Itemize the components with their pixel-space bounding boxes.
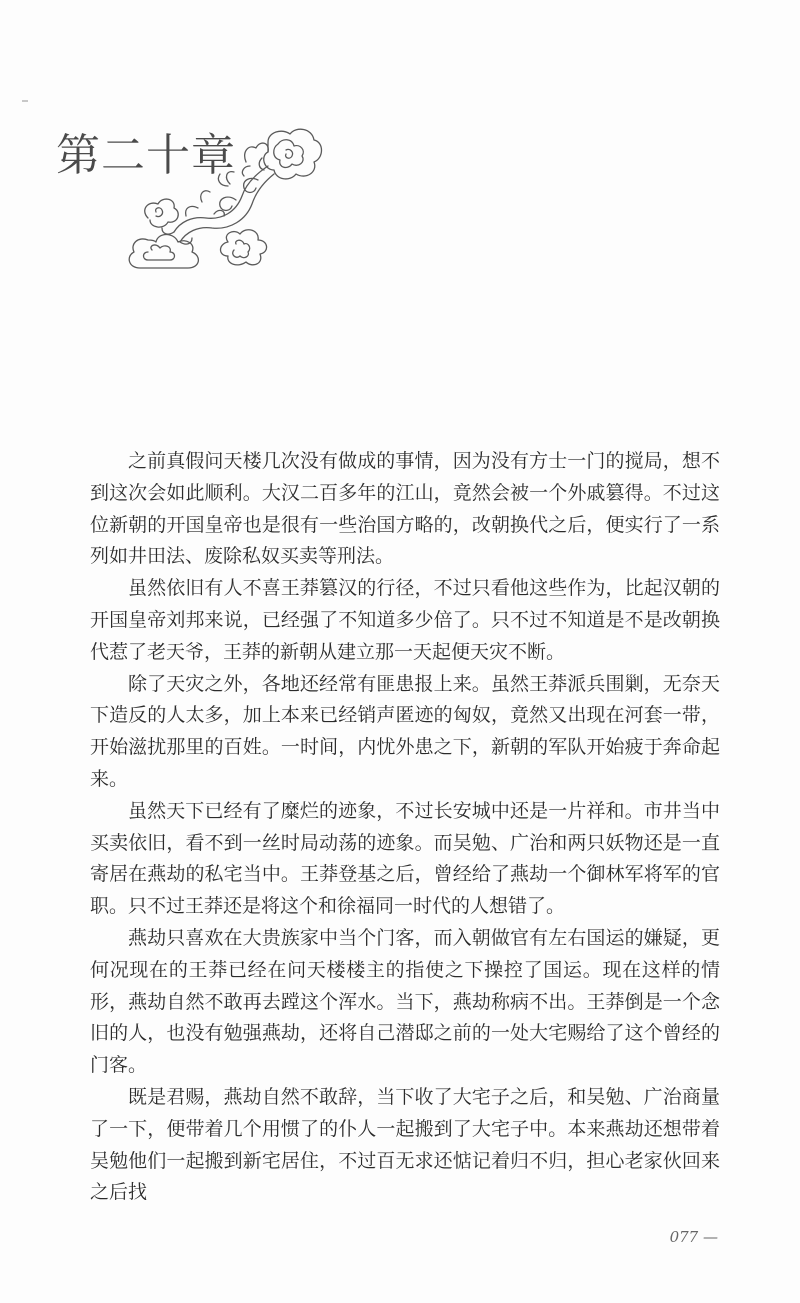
chapter-body [90,446,720,1209]
scan-mark [22,100,28,102]
page-number: 077 — [669,1228,718,1246]
chapter-title: 第二十章 [56,130,236,181]
paragraph: 既是君赐，燕劫自然不敢辞，当下收了大宅子之后，和吴勉、广治商量了一下，便带着几个用惯了的仆人一起搬到了大宅子中。本来燕劫还想带着吴勉他们一起搬到新宅居住，不过百无求还惦记着归不归，担心老家伙回来之后找 [90,1085,720,1204]
cloud-dragon-ornament-icon [118,122,324,272]
paragraph: 燕劫只喜欢在大贵族家中当个门客，而入朝做官有左右国运的嫌疑，更何况现在的王莽已经在问天楼楼主的指使之下操控了国运。现在这样的情形，燕劫自然不敢再去蹚这个浑水。当下，燕劫称病不出。王莽倒是一个念旧的人，也没有勉强燕劫，还将自己潜邸之前的一处大宅赐给了这个曾经的门客。 [90,926,720,1077]
paragraph: 虽然依旧有人不喜王莽篡汉的行径，不过只看他这些作为，比起汉朝的开国皇帝刘邦来说，已经强了不知道多少倍了。只不过不知道是不是改朝换代惹了老天爷，王莽的新朝从建立那一天起便天灾不断。 [90,577,720,663]
paragraph: 虽然天下已经有了糜烂的迹象，不过长安城中还是一片祥和。市井当中买卖依旧，看不到一丝时局动荡的迹象。而吴勉、广治和两只妖物还是一直寄居在燕劫的私宅当中。王莽登基之后，曾经给了燕劫一个御林军将军的官职。只不过王莽还是将这个和徐福同一时代的人想错了。 [90,799,720,918]
paragraph: 之前真假问天楼几次没有做成的事情，因为没有方士一门的搅局，想不到这次会如此顺利。大汉二百多年的江山，竟然会被一个外戚篡得。不过这位新朝的开国皇帝也是很有一些治国方略的，改朝换代之后，便实行了一系列如井田法、废除私奴买卖等刑法。 [90,450,720,568]
paragraph: 除了天灾之外，各地还经常有匪患报上来。虽然王莽派兵围剿，无奈天下造反的人太多，加上本来已经销声匿迹的匈奴，竟然又出现在河套一带，开始滋扰那里的百姓。一时间，内忧外患之下，新朝的军队开始疲于奔命起来。 [90,672,720,790]
